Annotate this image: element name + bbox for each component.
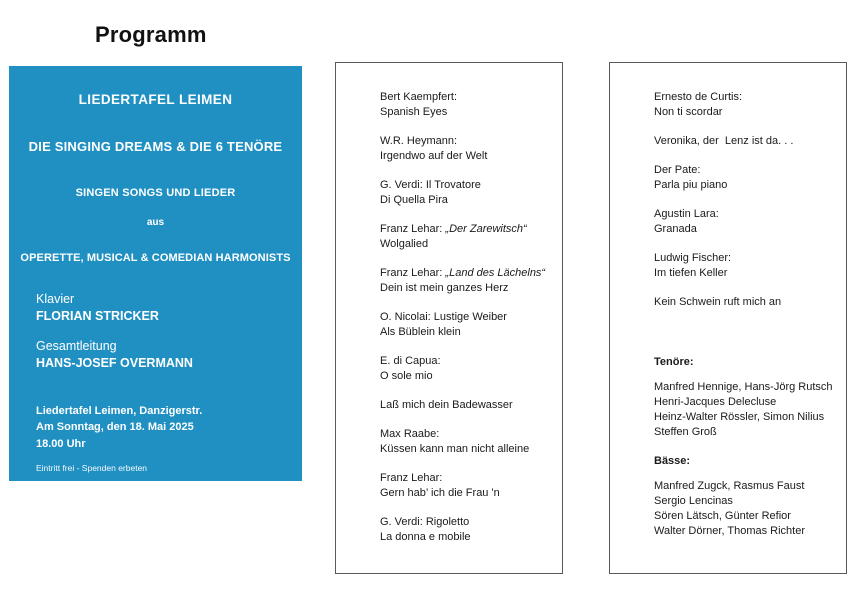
page-title: Programm	[95, 22, 207, 47]
program-entry-line	[380, 222, 550, 237]
program-entry	[380, 471, 550, 501]
program-section-label	[654, 454, 834, 469]
poster-piano-label: Klavier	[36, 292, 75, 306]
program-entry-line: Manfred Zugck, Rasmus Faust	[654, 480, 805, 492]
program-entry-line: Max Raabe:	[380, 428, 440, 440]
program-entry	[380, 266, 550, 296]
program-entry-line: Tenöre:	[654, 356, 694, 368]
poster-tagline-3: OPERETTE, MUSICAL & COMEDIAN HARMONISTS	[20, 252, 291, 264]
work-title-italic: „Der Zarewitsch“	[445, 223, 527, 235]
program-entry	[380, 134, 550, 164]
program-entry	[654, 251, 834, 281]
program-list-first-half	[335, 62, 563, 574]
program-entry	[654, 163, 834, 193]
program-entry-line: Manfred Hennige, Hans-Jörg Rutsch	[654, 381, 833, 393]
program-entry	[654, 295, 834, 310]
program-entry	[654, 479, 834, 539]
program-entry-line: Bert Kaempfert:	[380, 91, 458, 103]
program-entry-line: Agustin Lara:	[654, 208, 719, 220]
program-entry-line: W.R. Heymann:	[380, 135, 458, 147]
program-entry-line: O. Nicolai: Lustige Weiber	[380, 311, 507, 323]
program-list-second-half	[609, 62, 847, 574]
program-entry-line: Spanish Eyes	[380, 106, 448, 118]
work-title-italic: „Land des Lächelns“	[445, 267, 546, 279]
program-entry-line: Walter Dörner, Thomas Richter	[654, 525, 805, 537]
program-entry	[654, 207, 834, 237]
program-entry-line: Kein Schwein ruft mich an	[654, 296, 782, 308]
poster-director-name: HANS-JOSEF OVERMANN	[36, 356, 193, 370]
program-entry-line: Granada	[654, 223, 697, 235]
program-entry-line: Sergio Lencinas	[654, 495, 733, 507]
program-entry	[380, 515, 550, 545]
program-entry-line: Steffen Groß	[654, 426, 717, 438]
program-entry-line: Ernesto de Curtis:	[654, 91, 743, 103]
poster-tagline-2: aus	[146, 217, 165, 228]
program-entry-line: Sören Lätsch, Günter Refior	[654, 510, 791, 522]
program-entry-line	[380, 266, 550, 281]
program-entry	[654, 134, 834, 149]
program-entry-line: G. Verdi: Il Trovatore	[380, 179, 481, 191]
program-entry-line: Im tiefen Keller	[654, 267, 728, 279]
program-entry-line: Parla piu piano	[654, 179, 728, 191]
poster-director-label: Gesamtleitung	[36, 339, 117, 353]
program-entry-line: La donna e mobile	[380, 531, 471, 543]
program-entry	[380, 222, 550, 252]
poster-venue: Liedertafel Leimen, Danzigerstr.	[36, 405, 203, 417]
program-entry	[380, 427, 550, 457]
program-entry-line: Ludwig Fischer:	[654, 252, 732, 264]
poster-date: Am Sonntag, den 18. Mai 2025	[36, 421, 194, 433]
program-entry-line: Di Quella Pira	[380, 194, 448, 206]
program-entry-line: Als Büblein klein	[380, 326, 461, 338]
program-entry-line: Küssen kann man nicht alleine	[380, 443, 530, 455]
program-entry-line: Laß mich dein Badewasser	[380, 399, 513, 411]
program-entry	[380, 178, 550, 208]
program-entry-line: Franz Lehar:	[380, 472, 443, 484]
program-entry-line: Henri-Jacques Delecluse	[654, 396, 777, 408]
poster-tagline-1: SINGEN SONGS UND LIEDER	[75, 187, 236, 199]
program-entry	[654, 380, 834, 440]
program-entry-line: Dein ist mein ganzes Herz	[380, 282, 509, 294]
program-entry	[380, 354, 550, 384]
concert-poster	[9, 66, 302, 481]
program-entry-line: E. di Capua:	[380, 355, 441, 367]
program-entry	[380, 310, 550, 340]
composer-text: Franz Lehar:	[380, 223, 446, 235]
program-entry	[380, 398, 550, 413]
program-entry-line: Non ti scordar	[654, 106, 723, 118]
program-entry-line: Veronika, der Lenz ist da. . .	[654, 135, 794, 147]
program-entry-line: O sole mio	[380, 370, 433, 382]
program-entry-line: Bässe:	[654, 455, 691, 467]
program-section-label	[654, 355, 834, 370]
poster-choir-name: LIEDERTAFEL LEIMEN	[78, 92, 233, 107]
poster-time: 18.00 Uhr	[36, 438, 86, 450]
program-entry-line: Gern hab’ ich die Frau 'n	[380, 487, 500, 499]
program-entry-line: Wolgalied	[380, 238, 429, 250]
program-entry-line: Irgendwo auf der Welt	[380, 150, 488, 162]
poster-ensembles: DIE SINGING DREAMS & DIE 6 TENÖRE	[28, 139, 283, 154]
poster-admission-note: Eintritt frei - Spenden erbeten	[36, 463, 148, 473]
poster-piano-name: FLORIAN STRICKER	[36, 309, 159, 323]
program-entry	[380, 90, 550, 120]
program-entry-line: Der Pate:	[654, 164, 701, 176]
program-entry-line: Heinz-Walter Rössler, Simon Nilius	[654, 411, 825, 423]
composer-text: Franz Lehar:	[380, 267, 446, 279]
program-entry-line: G. Verdi: Rigoletto	[380, 516, 470, 528]
program-entry	[654, 90, 834, 120]
